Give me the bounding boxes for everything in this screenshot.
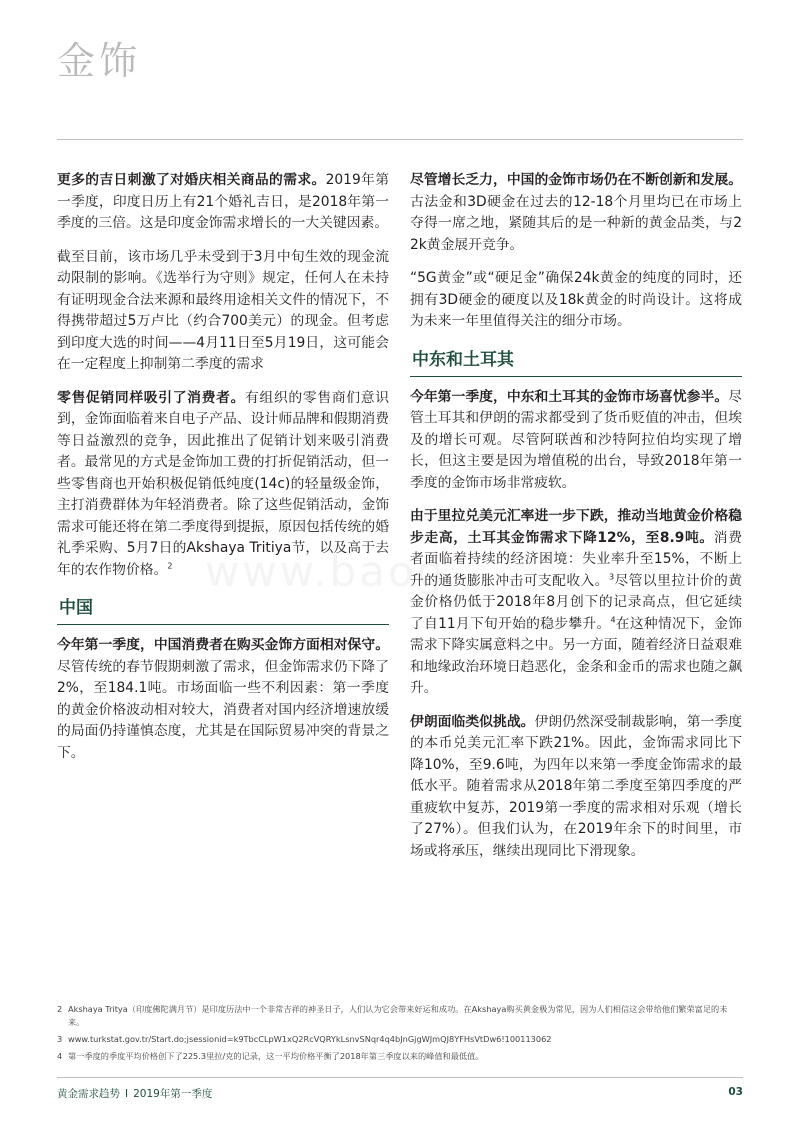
footnote-text: Akshaya Tritya（印度佛陀满月节）是印度历法中一个非常吉祥的神圣日子，人们认为它会带来好运和成功。在Akshaya购买黄金极为常见，因为人们相信这会带给他们繁荣富足的未来。 <box>68 1004 728 1027</box>
footer-period: 2019年第一季度 <box>133 1088 213 1100</box>
paragraph-china-innovation <box>410 170 742 256</box>
footnote-link[interactable]: www.turkstat.gov.tr/Start.do;jsessionid=k9TbcCLpW1xQ2RcVQRYkLsnvSNqr4q4bJnGjgWJmQJ8YFHsVtDw6!100113062 <box>68 1034 552 1044</box>
footnote-3 <box>57 1033 743 1046</box>
lead-in: 更多的吉日刺激了对婚庆相关商品的需求。 <box>57 172 326 188</box>
heading-middle-east-turkey: 中东和土耳其 <box>410 345 742 377</box>
body-text: 尽管土耳其和伊朗的需求都受到了货币贬值的冲击，但埃及的增长可观。尽管阿联酋和沙特阿拉伯均实现了增长，但这主要是因为增值税的出台，导致2018年第一季度的金饰市场非常疲软。 <box>410 388 742 491</box>
footnote-ref-3[interactable]: 3 <box>609 571 615 581</box>
body-text: 截至目前，该市场几乎未受到于3月中旬生效的现金流动限制的影响。《选举行为守则》规定，任何人在未持有证明现金合法来源和最终用途相关文件的情况下，不得携带超过5万卢比（约合700美元）的现金。但考虑到印度大选的时间——4月11日至5月19日，这可能会在一定程度上抑制第二季度的需求 <box>57 248 389 372</box>
body-text: 2019年第一季度，印度日历上有21个婚礼吉日，是2018年第一季度的三倍。这是印度金饰需求增长的一大关键因素。 <box>57 172 389 231</box>
heading-china: 中国 <box>57 593 389 625</box>
paragraph-retail-promotions <box>57 388 389 582</box>
body-text: 尽管传统的春节假期刺激了需求，但金饰需求仍下降了2%，至184.1吨。市场面临一些不利因素：第一季度的黄金价格波动相对较大，消费者对国内经济增速放缓的局面仍持谨慎态度，尤其是在国际贸易冲突的背景之下。 <box>57 658 389 761</box>
lead-in: 今年第一季度，中国消费者在购买金饰方面相对保守。 <box>57 637 389 653</box>
section-title: 金饰 <box>57 39 142 83</box>
footnote-number: 2 <box>57 1004 63 1014</box>
footnote-4 <box>57 1050 743 1063</box>
paragraph-cash-restrictions <box>57 247 389 376</box>
page-number: 03 <box>728 1086 743 1098</box>
body-text: “5G黄金”或“硬足金”确保24k黄金的纯度的同时，还拥有3D硬金的硬度以及18k黄金的时尚设计。这将成为未来一年里值得关注的细分市场。 <box>410 270 742 329</box>
footnote-2 <box>57 1003 743 1029</box>
body-text: 消费者面临着持续的经济困境：失业率升至15%，不断上升的通货膨胀冲击可支配收入。 <box>410 529 743 589</box>
paragraph-iran <box>410 712 742 863</box>
body-text: 古法金和3D硬金在过去的12-18个月里均已在市场上夺得一席之地，紧随其后的是一种新的黄金品类，与22k黄金展开竞争。 <box>410 193 742 253</box>
paragraph-5g-gold <box>410 268 742 333</box>
body-text: 有组织的零售商们意识到，金饰面临着来自电子产品、设计师品牌和假期消费等日益激烈的竞争，因此推出了促销计划来吸引消费者。最常见的方式是金饰加工费的打折促销活动，但一些零售商也开始积极促销低纯度(14c)的轻量级金饰，主打消费群体为年轻消费者。除了这些促销活动，金饰需求可能还将在第二季度得到提振，原因包括传统的婚礼季采购、5月7日的Akshaya Tritiya节，以及高于去年的农作物价格。 <box>57 389 390 578</box>
paragraph-turkey <box>410 506 742 700</box>
top-divider <box>57 139 743 140</box>
footer-publication <box>57 1086 212 1101</box>
footer-separator: I <box>125 1088 129 1100</box>
body-text: 伊朗仍然深受制裁影响，第一季度的本币兑美元汇率下跌21%。因此，金饰需求同比下降10%，至9.6吨，为四年以来第一季度金饰需求的最低水平。随着需求从2018年第二季度至第四季度的严重疲软中复苏，2019第一季度的需求相对乐观（增长了27%）。但我们认为，在2019年余下的时间里，市场或将承压，继续出现同比下滑现象。 <box>410 713 743 859</box>
body-text: 尽管以里拉计价的黄金价格仍低于2018年8月创下的记录高点，但它延续了自11月下旬开始的稳步攀升。 <box>410 572 743 632</box>
lead-in: 尽管增长乏力，中国的金饰市场仍在不断创新和发展。 <box>410 172 742 188</box>
lead-in: 今年第一季度，中东和土耳其的金饰市场喜忧参半。 <box>410 388 729 405</box>
paragraph-middle-east-q1 <box>410 387 742 495</box>
lead-in: 伊朗面临类似挑战。 <box>410 713 535 730</box>
left-column <box>57 170 389 776</box>
lead-in: 零售促销同样吸引了消费者。 <box>57 389 246 406</box>
footer-title: 黄金需求趋势 <box>57 1088 120 1100</box>
paragraph-auspicious-days <box>57 170 389 235</box>
footnote-text: 第一季度的季度平均价格创下了225.3里拉/克的记录，这一平均价格平衡了2018年第三季度以来的峰值和最低值。 <box>68 1051 484 1061</box>
body-text: 在这种情况下，金饰需求下降实属意料之中。另一方面，随着经济日益艰难和地缘政治环境日趋恶化，金条和金币的需求也随之飙升。 <box>410 615 742 696</box>
paragraph-china-q1 <box>57 635 389 764</box>
footnote-ref-2[interactable]: 2 <box>167 560 173 570</box>
footnote-ref-4[interactable]: 4 <box>610 614 616 624</box>
right-column <box>410 170 742 874</box>
footnote-number: 4 <box>57 1051 63 1061</box>
bottom-divider <box>57 1077 743 1078</box>
lead-in: 由于里拉兑美元汇率进一步下跌，推动当地黄金价格稳步走高，土耳其金饰需求下降12%，至8.9吨。 <box>410 508 742 546</box>
footnote-number: 3 <box>57 1034 63 1044</box>
footnotes <box>57 1003 743 1067</box>
